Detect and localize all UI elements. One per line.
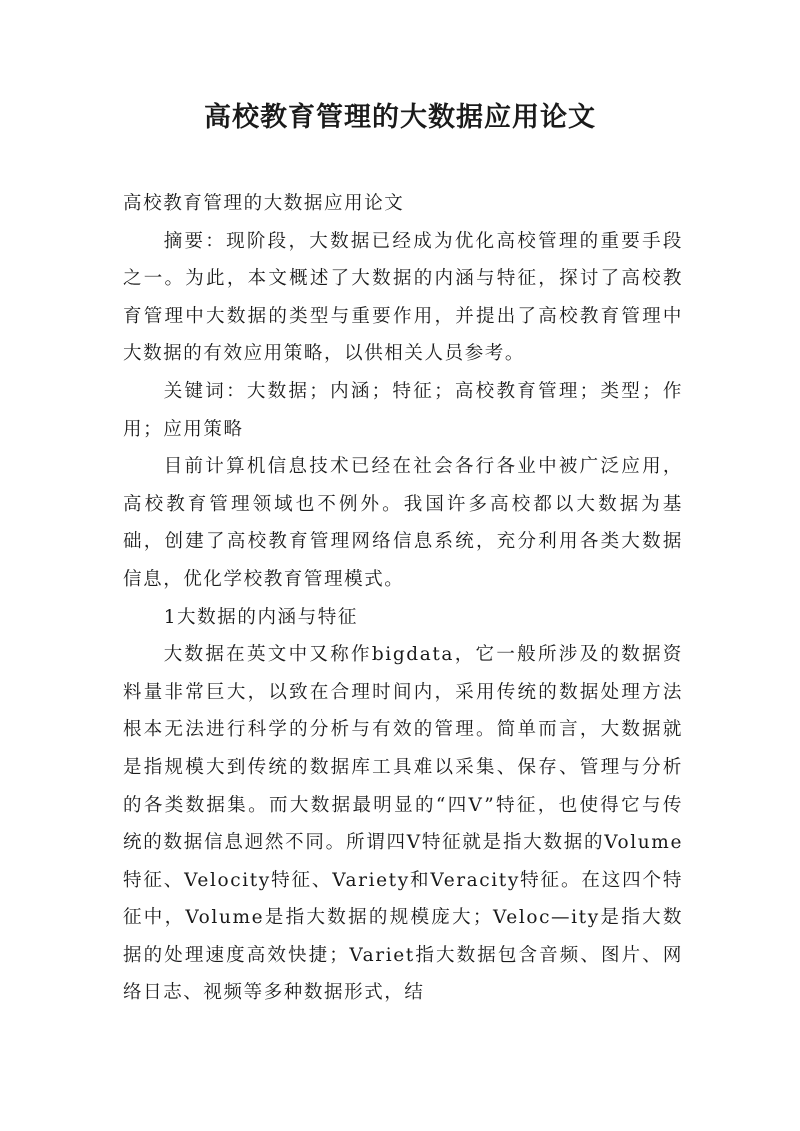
intro-paragraph: 目前计算机信息技术已经在社会各行各业中被广泛应用，高校教育管理领域也不例外。我国许多高校都以大数据为基础，创建了高校教育管理网络信息系统，充分利用各类大数据信息，优化学校教育管理模式。 xyxy=(123,456,683,590)
subtitle-line: 高校教育管理的大数据应用论文 xyxy=(123,193,405,214)
section-paragraph: 大数据在英文中又称作bigdata，它一般所涉及的数据资料量非常巨大，以致在合理时间内，采用传统的数据处理方法根本无法进行科学的分析与有效的管理。简单而言，大数据就是指规模大到传统的数据库工具难以采集、保存、管理与分析的各类数据集。而大数据最明显的“四V”特征，也使得它与传统的数据信息迥然不同。所谓四V特征就是指大数据的Volume特征、Velocity特征、Variety和Veracity特征。在这四个特征中，Volume是指大数据的规模庞大；Veloc—ity是指大数据的处理速度高效快捷；Variet指大数据包含音频、图片、网络日志、视频等多种数据形式，结 xyxy=(123,644,683,1004)
document-title: 高校教育管理的大数据应用论文 xyxy=(204,102,596,133)
document-body xyxy=(123,185,683,1012)
keywords-paragraph: 关键词：大数据；内涵；特征；高校教育管理；类型；作用；应用策略 xyxy=(123,380,683,440)
abstract-paragraph: 摘要：现阶段，大数据已经成为优化高校管理的重要手段之一。为此，本文概述了大数据的内涵与特征，探讨了高校教育管理中大数据的类型与重要作用，并提出了高校教育管理中大数据的有效应用策略，以供相关人员参考。 xyxy=(123,230,683,365)
section-heading: 1大数据的内涵与特征 xyxy=(163,606,358,628)
